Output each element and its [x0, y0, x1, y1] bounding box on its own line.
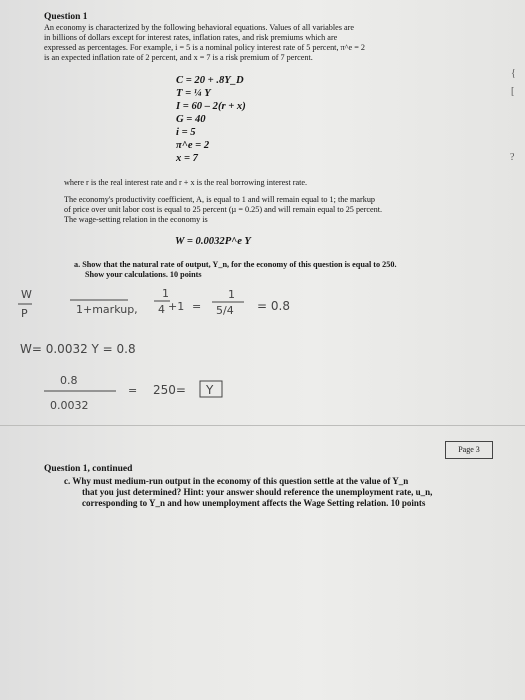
intro-line: expressed as percentages. For example, i = 5 is a nominal policy interest rate of 5 percent, π^e = 2	[44, 43, 365, 52]
equation: C = 20 + .8Y_D	[176, 75, 244, 86]
hw-markup: 1+markup,	[76, 303, 138, 316]
productivity-line: The economy's productivity coefficient, A, is equal to 1 and will remain equal to 1; the markup	[64, 195, 376, 204]
part-c-line: corresponding to Y_n and how unemployment affects the Wage Setting relation. 10 points	[82, 498, 426, 508]
hw-result-2: 250=	[153, 383, 186, 397]
hw-plus-one: +1	[168, 300, 185, 313]
equation: i = 5	[176, 127, 196, 138]
question-title: Question 1	[44, 12, 88, 22]
hw-equals-2: =	[128, 384, 138, 397]
equation: G = 40	[176, 114, 206, 125]
equation: I = 60 – 2(r + x)	[176, 101, 246, 112]
hw-one-2: 1	[228, 288, 235, 301]
page-divider	[0, 425, 525, 426]
hw-five-fourths: 5/4	[216, 304, 234, 317]
page-number-box: Page 3	[445, 441, 493, 459]
where-line: where r is the real interest rate and r + x is the real borrowing interest rate.	[64, 178, 308, 187]
hw-four: 4	[158, 303, 165, 316]
edge-mark: [	[511, 86, 515, 97]
continued-title: Question 1, continued	[44, 464, 133, 474]
intro-line: is an expected inflation rate of 2 percent, and x = 7 is a risk premium of 7 percent.	[44, 53, 313, 62]
intro-line: in billions of dollars except for interest rates, inflation rates, and risk premiums which are	[44, 33, 338, 42]
hw-equals: =	[192, 300, 202, 313]
equation: T = ¼ Y	[176, 88, 211, 99]
edge-mark: ?	[510, 152, 515, 163]
hw-p: P	[21, 307, 28, 320]
hw-w: W	[21, 288, 32, 301]
hw-num: 0.8	[60, 374, 78, 387]
hw-boxed-y: Y	[206, 383, 214, 397]
hw-result-1: = 0.8	[257, 299, 290, 313]
productivity-line: The wage-setting relation in the economy is	[64, 215, 208, 224]
part-c-line: c. Why must medium-run output in the economy of this question settle at the value of Y_n	[64, 476, 409, 486]
productivity-line: of price over unit labor cost is equal to 25 percent (µ = 0.25) and will remain equal to 25 percent.	[64, 205, 383, 214]
part-a-line: a. Show that the natural rate of output, Y_n, for the economy of this question is equal to 250.	[74, 260, 397, 269]
part-c-line: that you just determined? Hint: your answer should reference the unemployment rate, u_n,	[82, 487, 433, 497]
equation: x = 7	[176, 153, 198, 164]
wage-setting-equation: W = 0.0032P^e Y	[175, 236, 251, 247]
equation: π^e = 2	[176, 140, 210, 151]
hw-den: 0.0032	[50, 399, 89, 412]
edge-mark: {	[511, 68, 516, 79]
hw-one: 1	[162, 287, 169, 300]
part-a-line: Show your calculations. 10 points	[85, 270, 202, 279]
intro-line: An economy is characterized by the following behavioral equations. Values of all variables are	[44, 23, 354, 32]
hw-line2: W= 0.0032 Y = 0.8	[20, 342, 136, 356]
